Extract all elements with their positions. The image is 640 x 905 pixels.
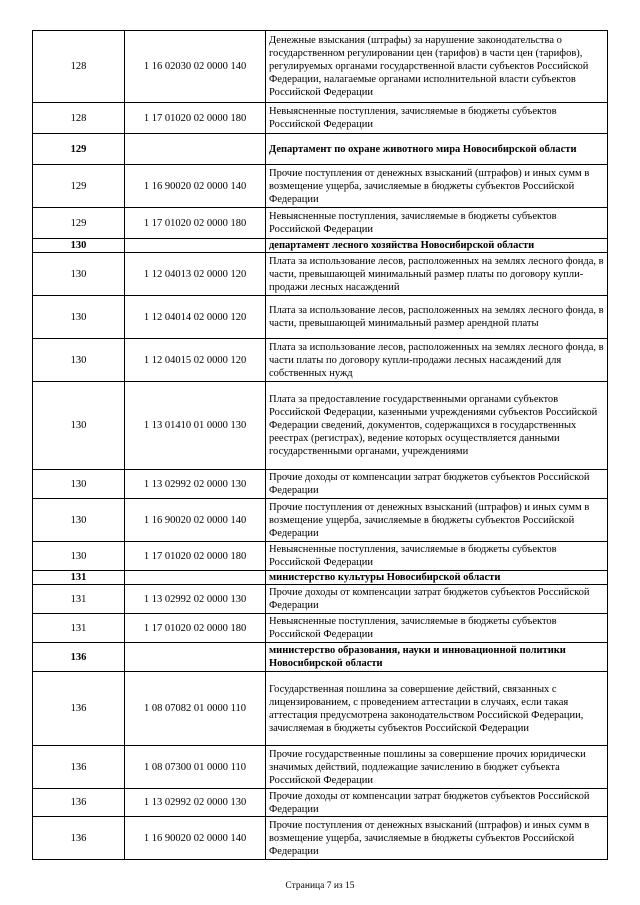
table-row bbox=[33, 296, 608, 339]
revenue-codes-table bbox=[32, 30, 608, 860]
admin-code-cell: 136 bbox=[33, 643, 125, 672]
description-cell: Прочие поступления от денежных взысканий (штрафов) и иных сумм в возмещение ущерба, зачисляемые в бюджеты субъектов Российской Федерации bbox=[266, 499, 608, 542]
description-cell: Невыясненные поступления, зачисляемые в бюджеты субъектов Российской Федерации bbox=[266, 103, 608, 134]
budget-code-cell: 1 13 01410 01 0000 130 bbox=[125, 382, 266, 470]
admin-code-cell: 128 bbox=[33, 103, 125, 134]
budget-code-cell: 1 13 02992 02 0000 130 bbox=[125, 585, 266, 614]
admin-code-cell: 131 bbox=[33, 614, 125, 643]
department-row bbox=[33, 239, 608, 253]
table-row bbox=[33, 31, 608, 103]
admin-code-cell: 130 bbox=[33, 542, 125, 571]
table-row bbox=[33, 470, 608, 499]
admin-code-cell: 129 bbox=[33, 208, 125, 239]
admin-code-cell: 136 bbox=[33, 817, 125, 860]
description-cell: Плата за использование лесов, расположенных на землях лесного фонда, в части, превышающей минимальный размер платы по договору купли-продажи лесных насаждений bbox=[266, 253, 608, 296]
table-row bbox=[33, 253, 608, 296]
budget-code-cell: 1 12 04013 02 0000 120 bbox=[125, 253, 266, 296]
budget-code-cell bbox=[125, 571, 266, 585]
description-cell: Денежные взыскания (штрафы) за нарушение законодательства о государственном регулировании цен (тарифов) в части цен (тарифов), регулируемых органами государственной власти субъектов Российской Федерации, налагаемые органами исполнительной власти субъектов Российской Федерации bbox=[266, 31, 608, 103]
table-row bbox=[33, 339, 608, 382]
table-row bbox=[33, 614, 608, 643]
table-body bbox=[33, 31, 608, 860]
description-cell: Прочие доходы от компенсации затрат бюджетов субъектов Российской Федерации bbox=[266, 470, 608, 499]
budget-code-cell: 1 16 90020 02 0000 140 bbox=[125, 817, 266, 860]
description-cell: департамент лесного хозяйства Новосибирской области bbox=[266, 239, 608, 253]
table-row bbox=[33, 165, 608, 208]
description-cell: Прочие поступления от денежных взысканий (штрафов) и иных сумм в возмещение ущерба, зачисляемые в бюджеты субъектов Российской Федерации bbox=[266, 165, 608, 208]
description-cell: Прочие доходы от компенсации затрат бюджетов субъектов Российской Федерации bbox=[266, 789, 608, 817]
budget-code-cell: 1 17 01020 02 0000 180 bbox=[125, 208, 266, 239]
admin-code-cell: 130 bbox=[33, 499, 125, 542]
budget-code-cell: 1 08 07082 01 0000 110 bbox=[125, 672, 266, 746]
description-cell: Прочие поступления от денежных взысканий (штрафов) и иных сумм в возмещение ущерба, зачисляемые в бюджеты субъектов Российской Федерации bbox=[266, 817, 608, 860]
budget-code-cell: 1 16 02030 02 0000 140 bbox=[125, 31, 266, 103]
admin-code-cell: 129 bbox=[33, 134, 125, 165]
budget-code-cell: 1 12 04014 02 0000 120 bbox=[125, 296, 266, 339]
description-cell: Невыясненные поступления, зачисляемые в бюджеты субъектов Российской Федерации bbox=[266, 614, 608, 643]
description-cell: Плата за предоставление государственными органами субъектов Российской Федерации, казенными учреждениями субъектов Российской Федерации сведений, документов, содержащихся в государственных реестрах (регистрах), ведение которых осуществляется данными государственными органами, учреждениями bbox=[266, 382, 608, 470]
description-cell: Невыясненные поступления, зачисляемые в бюджеты субъектов Российской Федерации bbox=[266, 542, 608, 571]
budget-code-cell: 1 17 01020 02 0000 180 bbox=[125, 542, 266, 571]
table-row bbox=[33, 789, 608, 817]
description-cell: Государственная пошлина за совершение действий, связанных с лицензированием, с проведением аттестации в случаях, если такая аттестация предусмотрена законодательством Российской Федерации, зачисляемая в бюджеты субъектов Российской Федерации bbox=[266, 672, 608, 746]
budget-code-cell: 1 13 02992 02 0000 130 bbox=[125, 470, 266, 499]
description-cell: Плата за использование лесов, расположенных на землях лесного фонда, в части, превышающей минимальный размер арендной платы bbox=[266, 296, 608, 339]
budget-code-cell: 1 12 04015 02 0000 120 bbox=[125, 339, 266, 382]
admin-code-cell: 136 bbox=[33, 672, 125, 746]
admin-code-cell: 136 bbox=[33, 746, 125, 789]
description-cell: Департамент по охране животного мира Новосибирской области bbox=[266, 134, 608, 165]
table-row bbox=[33, 585, 608, 614]
table-row bbox=[33, 672, 608, 746]
admin-code-cell: 130 bbox=[33, 296, 125, 339]
budget-code-cell: 1 17 01020 02 0000 180 bbox=[125, 103, 266, 134]
department-row bbox=[33, 643, 608, 672]
table-row bbox=[33, 208, 608, 239]
table-row bbox=[33, 542, 608, 571]
admin-code-cell: 131 bbox=[33, 571, 125, 585]
table-row bbox=[33, 817, 608, 860]
budget-code-cell bbox=[125, 643, 266, 672]
admin-code-cell: 130 bbox=[33, 470, 125, 499]
description-cell: Прочие государственные пошлины за совершение прочих юридически значимых действий, подлежащие зачислению в бюджет субъекта Российской Федерации bbox=[266, 746, 608, 789]
description-cell: Невыясненные поступления, зачисляемые в бюджеты субъектов Российской Федерации bbox=[266, 208, 608, 239]
description-cell: министерство культуры Новосибирской области bbox=[266, 571, 608, 585]
description-cell: Плата за использование лесов, расположенных на землях лесного фонда, в части платы по договору купли-продажи лесных насаждений для собственных нужд bbox=[266, 339, 608, 382]
table-row bbox=[33, 103, 608, 134]
admin-code-cell: 128 bbox=[33, 31, 125, 103]
admin-code-cell: 129 bbox=[33, 165, 125, 208]
table-row bbox=[33, 499, 608, 542]
admin-code-cell: 136 bbox=[33, 789, 125, 817]
admin-code-cell: 130 bbox=[33, 239, 125, 253]
budget-code-cell bbox=[125, 239, 266, 253]
description-cell: Прочие доходы от компенсации затрат бюджетов субъектов Российской Федерации bbox=[266, 585, 608, 614]
admin-code-cell: 130 bbox=[33, 382, 125, 470]
budget-code-cell: 1 16 90020 02 0000 140 bbox=[125, 499, 266, 542]
budget-code-cell bbox=[125, 134, 266, 165]
budget-code-cell: 1 13 02992 02 0000 130 bbox=[125, 789, 266, 817]
table-row bbox=[33, 746, 608, 789]
budget-code-cell: 1 17 01020 02 0000 180 bbox=[125, 614, 266, 643]
page-footer: Страница 7 из 15 bbox=[285, 881, 355, 891]
description-cell: министерство образования, науки и инновационной политики Новосибирской области bbox=[266, 643, 608, 672]
department-row bbox=[33, 134, 608, 165]
budget-code-cell: 1 16 90020 02 0000 140 bbox=[125, 165, 266, 208]
table-row bbox=[33, 382, 608, 470]
admin-code-cell: 130 bbox=[33, 339, 125, 382]
budget-code-cell: 1 08 07300 01 0000 110 bbox=[125, 746, 266, 789]
admin-code-cell: 130 bbox=[33, 253, 125, 296]
admin-code-cell: 131 bbox=[33, 585, 125, 614]
department-row bbox=[33, 571, 608, 585]
